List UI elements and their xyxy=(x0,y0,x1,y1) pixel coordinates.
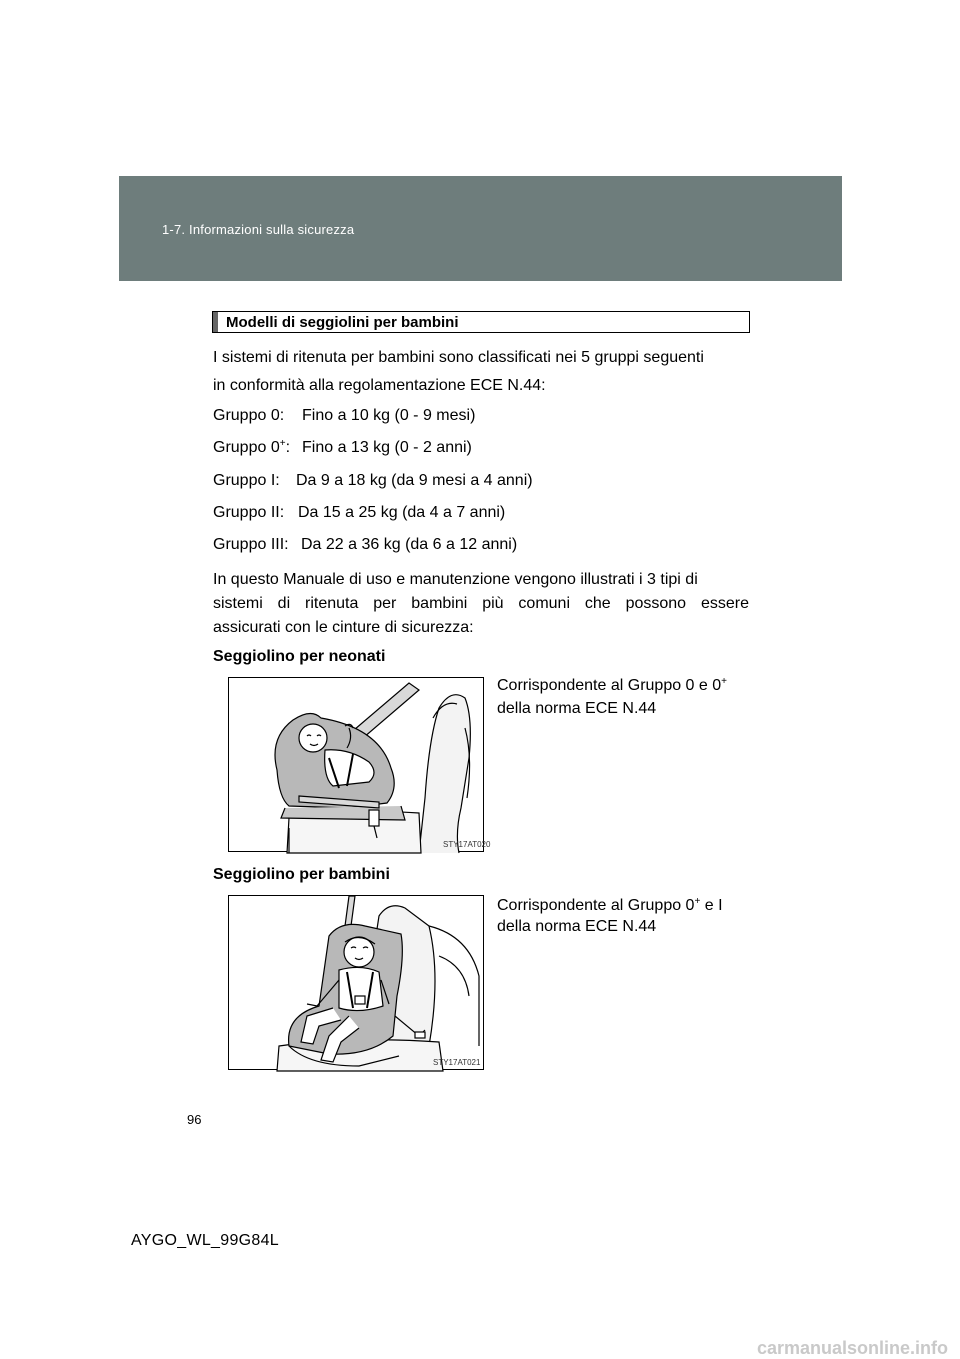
document-code: AYGO_WL_99G84L xyxy=(131,1232,279,1249)
child-seat-desc-line-2: della norma ECE N.44 xyxy=(497,918,657,935)
infant-seat-heading: Seggiolino per neonati xyxy=(213,648,386,665)
infant-seat-desc-line-2: della norma ECE N.44 xyxy=(497,700,657,717)
infant-seat-desc-text: Corrispondente al Gruppo 0 e 0 xyxy=(497,677,722,694)
section-title-bar xyxy=(213,312,218,332)
group-label: Gruppo I: xyxy=(213,472,280,489)
infant-seat-desc-sup: + xyxy=(721,676,727,687)
child-seat-figure-code: STY17AT021 xyxy=(433,1058,481,1067)
infant-seat-figure-code: STY17AT020 xyxy=(443,840,491,849)
infant-seat-figure xyxy=(228,677,491,852)
infant-seat-illustration xyxy=(229,678,491,853)
child-seat-desc-sup: + xyxy=(694,896,701,907)
child-seat-heading: Seggiolino per bambini xyxy=(213,866,390,883)
manual-para-line-1: In questo Manuale di uso e manutenzione vengono illustrati i 3 tipi di xyxy=(213,571,698,588)
group-label: Gruppo III: xyxy=(213,536,289,553)
group-label-colon: : xyxy=(285,439,291,456)
watermark-text: carmanualsonline.info xyxy=(756,1338,948,1358)
section-header-title: 1-7. Informazioni sulla sicurezza xyxy=(162,222,355,237)
section-header-band xyxy=(119,176,842,281)
intro-line-2: in conformità alla regolamentazione ECE N.44: xyxy=(213,377,546,394)
manual-para-line-3: assicurati con le cinture di sicurezza: xyxy=(213,619,474,636)
intro-line-1: I sistemi di ritenuta per bambini sono classificati nei 5 gruppi seguenti xyxy=(213,349,704,366)
manual-para-line-2: sistemi di ritenuta per bambini più comuni che possono essere xyxy=(213,595,749,612)
group-label: Gruppo II: xyxy=(213,504,285,521)
page-number: 96 xyxy=(187,1112,202,1127)
group-label-sup: + xyxy=(279,438,286,449)
group-label xyxy=(213,439,290,457)
watermark xyxy=(0,1338,960,1358)
group-desc: Fino a 13 kg (0 - 2 anni) xyxy=(302,439,472,456)
child-seat-figure xyxy=(228,895,484,1070)
group-desc: Da 9 a 18 kg (da 9 mesi a 4 anni) xyxy=(296,472,533,489)
section-title-box xyxy=(212,311,750,333)
child-seat-desc-text-a: Corrispondente al Gruppo 0 xyxy=(497,897,695,914)
child-seat-illustration xyxy=(229,896,485,1071)
child-seat-desc-text-b: e I xyxy=(700,897,723,914)
group-desc: Fino a 10 kg (0 - 9 mesi) xyxy=(302,407,476,424)
group-label: Gruppo 0: xyxy=(213,407,285,424)
group-desc: Da 22 a 36 kg (da 6 a 12 anni) xyxy=(301,536,518,553)
group-desc: Da 15 a 25 kg (da 4 a 7 anni) xyxy=(298,504,506,521)
section-title: Modelli di seggiolini per bambini xyxy=(226,314,459,331)
group-label-text: Gruppo 0 xyxy=(213,439,280,456)
